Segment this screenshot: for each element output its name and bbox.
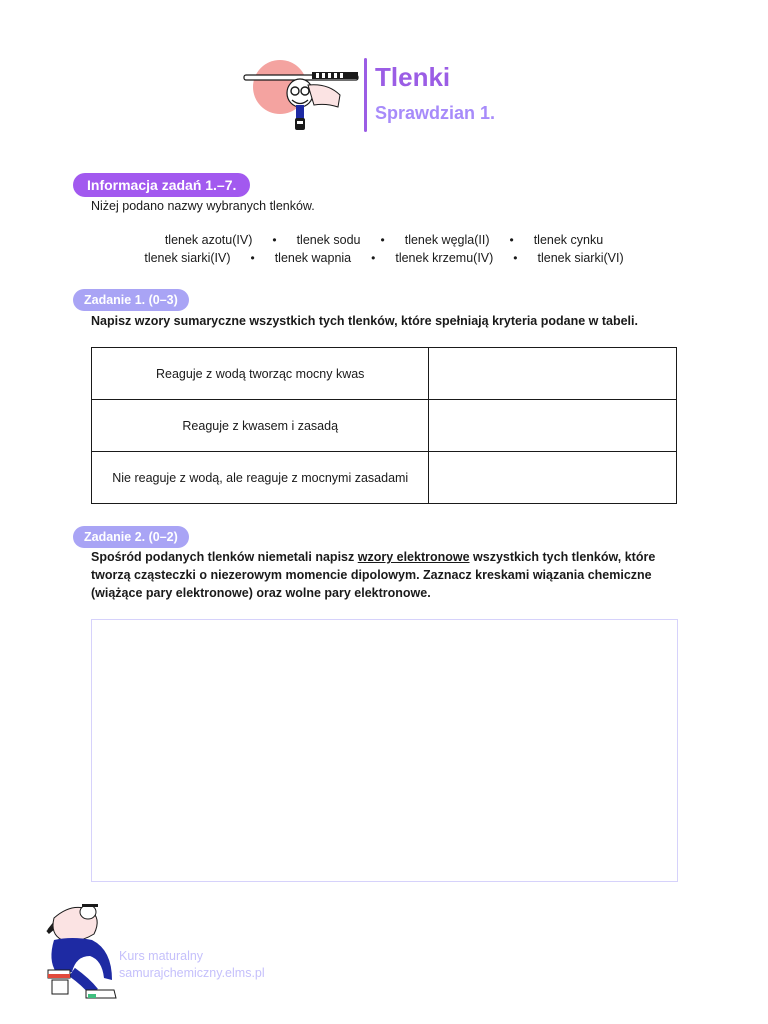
title-divider [364, 58, 367, 132]
answer-cell[interactable] [429, 452, 677, 504]
bullet-separator: • [509, 233, 514, 247]
oxide-item: tlenek wapnia [274, 251, 352, 265]
criterion-cell: Reaguje z wodą tworząc mocny kwas [92, 348, 429, 400]
task-1-pill: Zadanie 1. (0–3) [73, 289, 189, 311]
info-intro: Niżej podano nazwy wybranych tlenków. [91, 199, 315, 213]
info-pill: Informacja zadań 1.–7. [73, 173, 250, 197]
footer-course: Kurs maturalny [119, 949, 204, 963]
task-2-pill: Zadanie 2. (0–2) [73, 526, 189, 548]
oxide-list-row-2 [0, 249, 768, 267]
task-2-text-before: Spośród podanych tlenków niemetali napisz [91, 550, 358, 564]
bullet-separator: • [250, 251, 255, 265]
page-title: Tlenki [375, 62, 451, 92]
oxide-item: tlenek krzemu(IV) [395, 251, 494, 265]
samurai-crouching-icon [42, 900, 120, 1002]
bullet-separator: • [513, 251, 518, 265]
table-row [92, 348, 677, 400]
bullet-separator: • [380, 233, 385, 247]
criterion-cell: Reaguje z kwasem i zasadą [92, 400, 429, 452]
samurai-logo-icon [240, 55, 362, 135]
table-row [92, 400, 677, 452]
table-row [92, 452, 677, 504]
oxide-item: tlenek siarki(VI) [537, 251, 624, 265]
criteria-table [91, 347, 677, 504]
task-2-text-underlined: wzory elektronowe [357, 550, 470, 564]
oxide-item: tlenek azotu(IV) [164, 233, 253, 247]
criterion-cell: Nie reaguje z wodą, ale reaguje z mocnymi zasadami [92, 452, 429, 504]
bullet-separator: • [272, 233, 277, 247]
task-1-instruction: Napisz wzory sumaryczne wszystkich tych tlenków, które spełniają kryteria podane w tabeli. [91, 314, 638, 328]
oxide-item: tlenek siarki(IV) [144, 251, 231, 265]
footer-website[interactable]: samurajchemiczny.elms.pl [119, 966, 265, 980]
bullet-separator: • [371, 251, 376, 265]
oxide-item: tlenek cynku [533, 233, 604, 247]
task-2-instruction [91, 548, 681, 602]
task-2-text-after: wszystkich tych tlenków, które tworzą cząsteczki o niezerowym momencie dipolowym. Zaznacz kreskami wiązania chemiczne (wiążące pary elektronowe) oraz wolne pary elektronowe. [91, 550, 656, 600]
oxide-item: tlenek węgla(II) [404, 233, 490, 247]
answer-box[interactable] [91, 619, 678, 882]
footer-text [119, 948, 265, 982]
oxide-list-row-1 [0, 231, 768, 249]
page-subtitle: Sprawdzian 1. [375, 103, 496, 123]
answer-cell[interactable] [429, 400, 677, 452]
oxide-item: tlenek sodu [296, 233, 361, 247]
answer-cell[interactable] [429, 348, 677, 400]
